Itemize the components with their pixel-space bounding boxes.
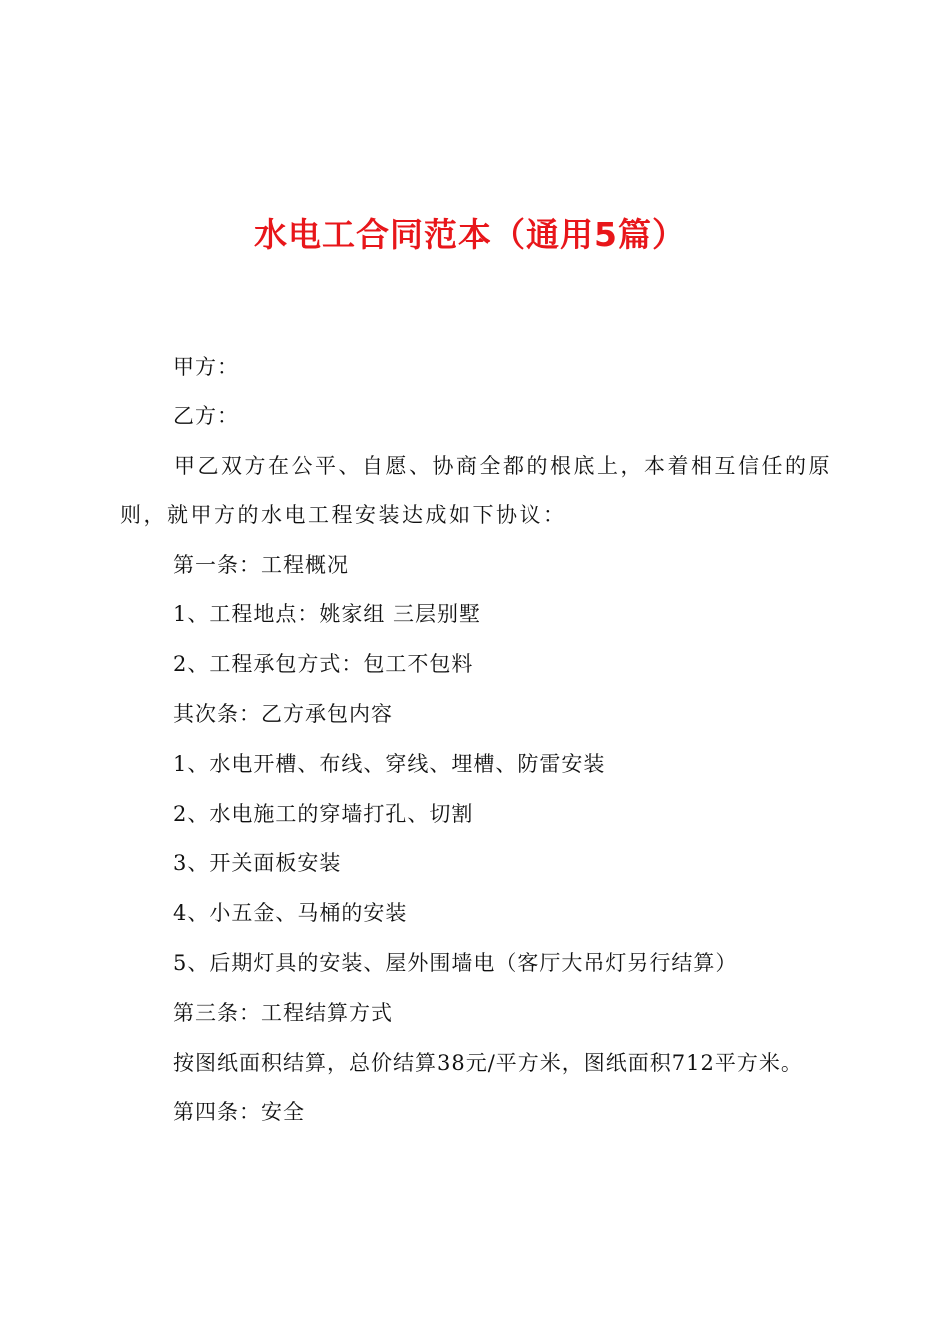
document-title: 水电工合同范本（通用5篇） bbox=[254, 215, 686, 254]
article2-item5: 5、后期灯具的安装、屋外围墙电（客厅大吊灯另行结算） bbox=[173, 951, 738, 975]
article2-item4: 4、小五金、马桶的安装 bbox=[173, 901, 408, 925]
article2-item1: 1、水电开槽、布线、穿线、埋槽、防雷安装 bbox=[173, 752, 606, 776]
article2-item2: 2、水电施工的穿墙打孔、切割 bbox=[173, 802, 474, 826]
article2-heading: 其次条：乙方承包内容 bbox=[173, 702, 393, 726]
article3-text: 按图纸面积结算，总价结算38元/平方米，图纸面积712平方米。 bbox=[173, 1051, 803, 1075]
party-b-line: 乙方： bbox=[173, 404, 239, 428]
article2-item3: 3、开关面板安装 bbox=[173, 851, 342, 875]
article1-item1: 1、工程地点：姚家组 三层别墅 bbox=[173, 602, 482, 626]
party-a-line: 甲方： bbox=[173, 355, 239, 379]
article1-item2: 2、工程承包方式：包工不包料 bbox=[173, 652, 474, 676]
article1-heading: 第一条：工程概况 bbox=[173, 553, 349, 577]
preamble-paragraph: 甲乙双方在公平、自愿、协商全都的根底上，本着相互信任的原则，就甲方的水电工程安装达成如下协议： bbox=[120, 454, 832, 527]
article4-heading: 第四条：安全 bbox=[173, 1100, 305, 1124]
article3-heading: 第三条：工程结算方式 bbox=[173, 1001, 393, 1025]
